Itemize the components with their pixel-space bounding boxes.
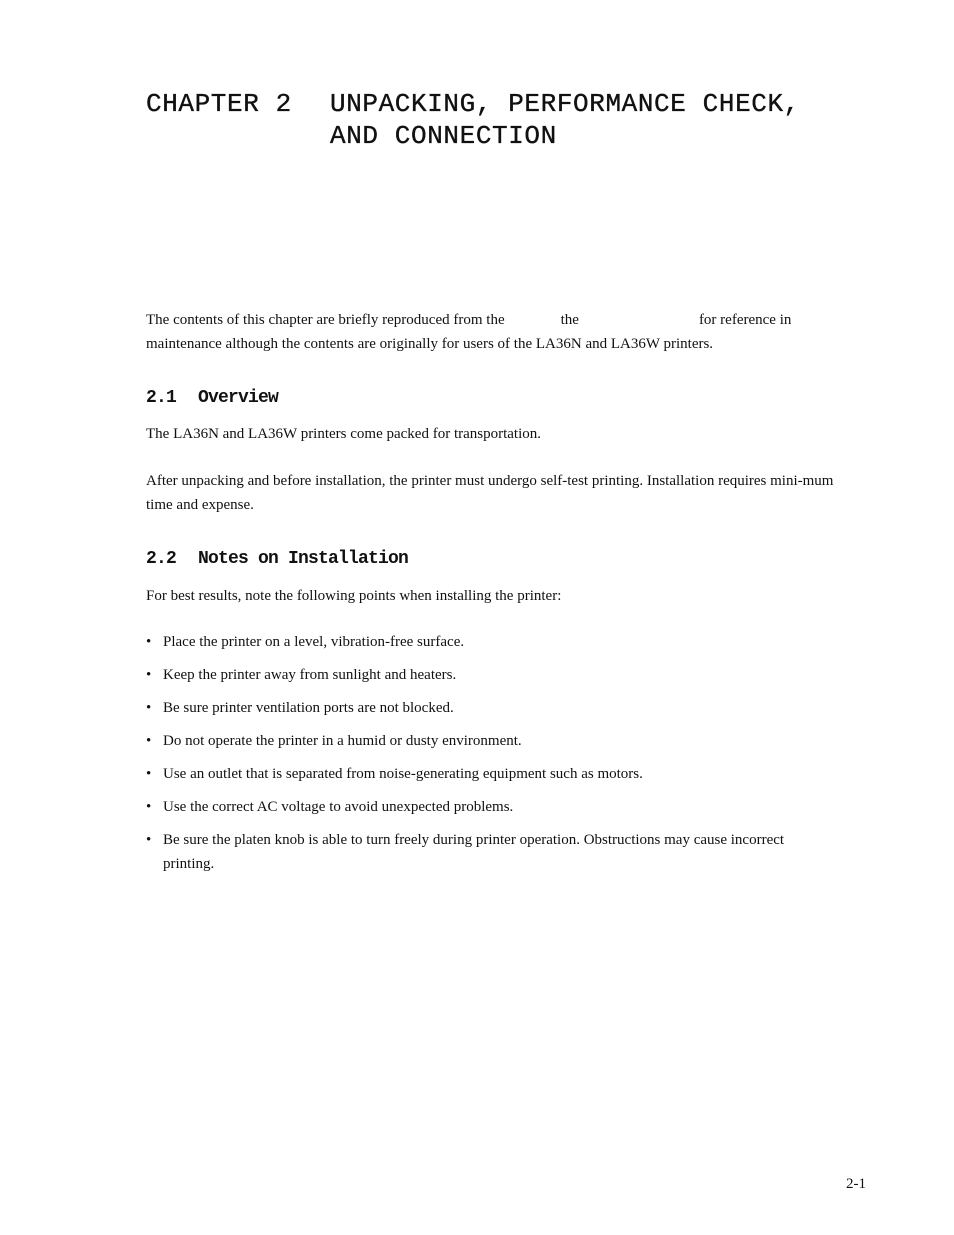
intro-line-2: maintenance although the contents are originally for users of the LA36N and LA36W printers. [146, 335, 714, 352]
list-item: • Use an outlet that is separated from noise-generating equipment such as motors. [146, 763, 836, 787]
section-number: 2.2 [146, 549, 177, 569]
section-heading-overview [146, 388, 278, 408]
list-item: • Keep the printer away from sunlight and heaters. [146, 664, 836, 688]
installation-notes-list [146, 631, 836, 886]
intro-line-1 [146, 312, 791, 328]
section-heading-notes-on-installation [146, 549, 408, 569]
chapter-title [146, 88, 800, 152]
chapter-title-text-2: AND CONNECTION [330, 121, 557, 151]
list-item: • Use the correct AC voltage to avoid unexpected problems. [146, 796, 836, 820]
chapter-title-line-1 [146, 88, 800, 120]
list-item: • Place the printer on a level, vibration-free surface. [146, 631, 836, 655]
section-title: Overview [198, 388, 279, 408]
intro-text-part-1: The contents of this chapter are briefly reproduced from the [146, 312, 505, 328]
intro-text-part-2: the [560, 312, 579, 328]
section-title: Notes on Installation [198, 549, 409, 569]
overview-paragraph-2: After unpacking and before installation, the printer must undergo self-test printing. Installation requires mini-mum time and expense. [146, 473, 834, 513]
list-item: • Do not operate the printer in a humid or dusty environment. [146, 730, 836, 754]
list-item: • Be sure the platen knob is able to turn freely during printer operation. Obstructions may cause incorrect printing. [146, 829, 836, 876]
chapter-title-line-2 [146, 120, 800, 152]
chapter-number: CHAPTER 2 [146, 89, 292, 119]
list-item: • Be sure printer ventilation ports are not blocked. [146, 697, 836, 721]
intro-paragraph [146, 309, 836, 356]
chapter-title-text-1: UNPACKING, PERFORMANCE CHECK, [330, 89, 800, 119]
installation-intro-paragraph: For best results, note the following points when installing the printer: [146, 588, 562, 604]
section-number: 2.1 [146, 388, 177, 408]
page-number: 2-1 [846, 1176, 866, 1192]
overview-paragraph-1: The LA36N and LA36W printers come packed for transportation. [146, 426, 542, 442]
intro-text-part-3: for reference in [698, 312, 792, 328]
